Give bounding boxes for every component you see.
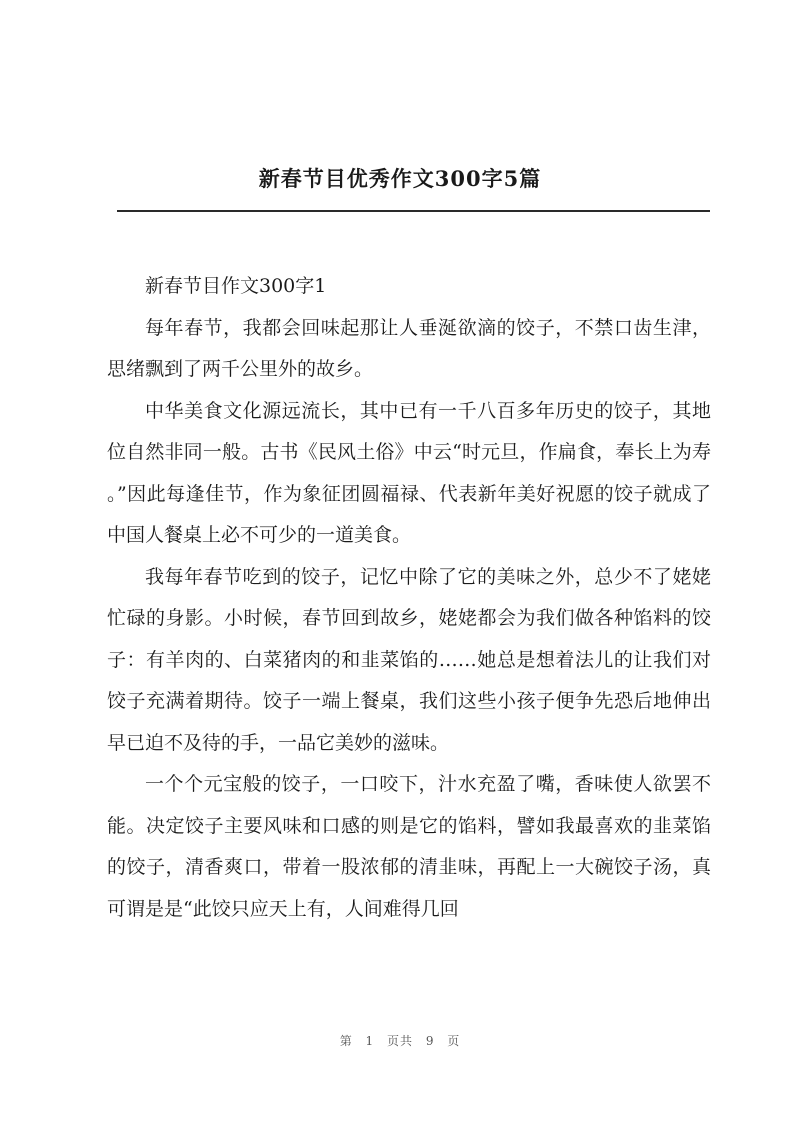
paragraph-4: 一个个元宝般的饺子，一口咬下，汁水充盈了嘴，香味使人欲罢不能。决定饺子主要风味和口感的则是它的馅料，譬如我最喜欢的韭菜馅的饺子，清香爽口，带着一股浓郁的清韭味，再配上一大碗饺子汤，真可谓是是“此饺只应天上有，人间难得几回 — [107, 773, 711, 920]
paragraph-3: 我每年春节吃到的饺子，记忆中除了它的美味之外，总少不了姥姥忙碌的身影。小时候，春节回到故乡，姥姥都会为我们做各种馅料的饺子：有羊肉的、白菜猪肉的和韭菜馅的……她总是想着法儿的让我们对饺子充满着期待。饺子一端上餐桌，我们这些小孩子便争先恐后地伸出早已迫不及待的手，一品它美妙的滋味。 — [107, 565, 711, 754]
paragraph-1: 每年春节，我都会回味起那让人垂涎欲滴的饺子，不禁口齿生津，思绪飘到了两千公里外的故乡。 — [107, 316, 711, 380]
section-subheading: 新春节目作文300字1 — [145, 275, 327, 297]
document-body — [107, 266, 711, 930]
page-number-footer: 第 1 页共 9 页 — [339, 1034, 461, 1048]
paragraph-2: 中华美食文化源远流长，其中已有一千八百多年历史的饺子，其地位自然非同一般。古书《民风土俗》中云“时元旦，作扁食，奉长上为寿。”因此每逢佳节，作为象征团圆福禄、代表新年美好祝愿的饺子就成了中国人餐桌上必不可少的一道美食。 — [107, 399, 711, 546]
document-title: 新春节目优秀作文300字5篇 — [258, 166, 542, 191]
title-divider — [117, 210, 710, 212]
